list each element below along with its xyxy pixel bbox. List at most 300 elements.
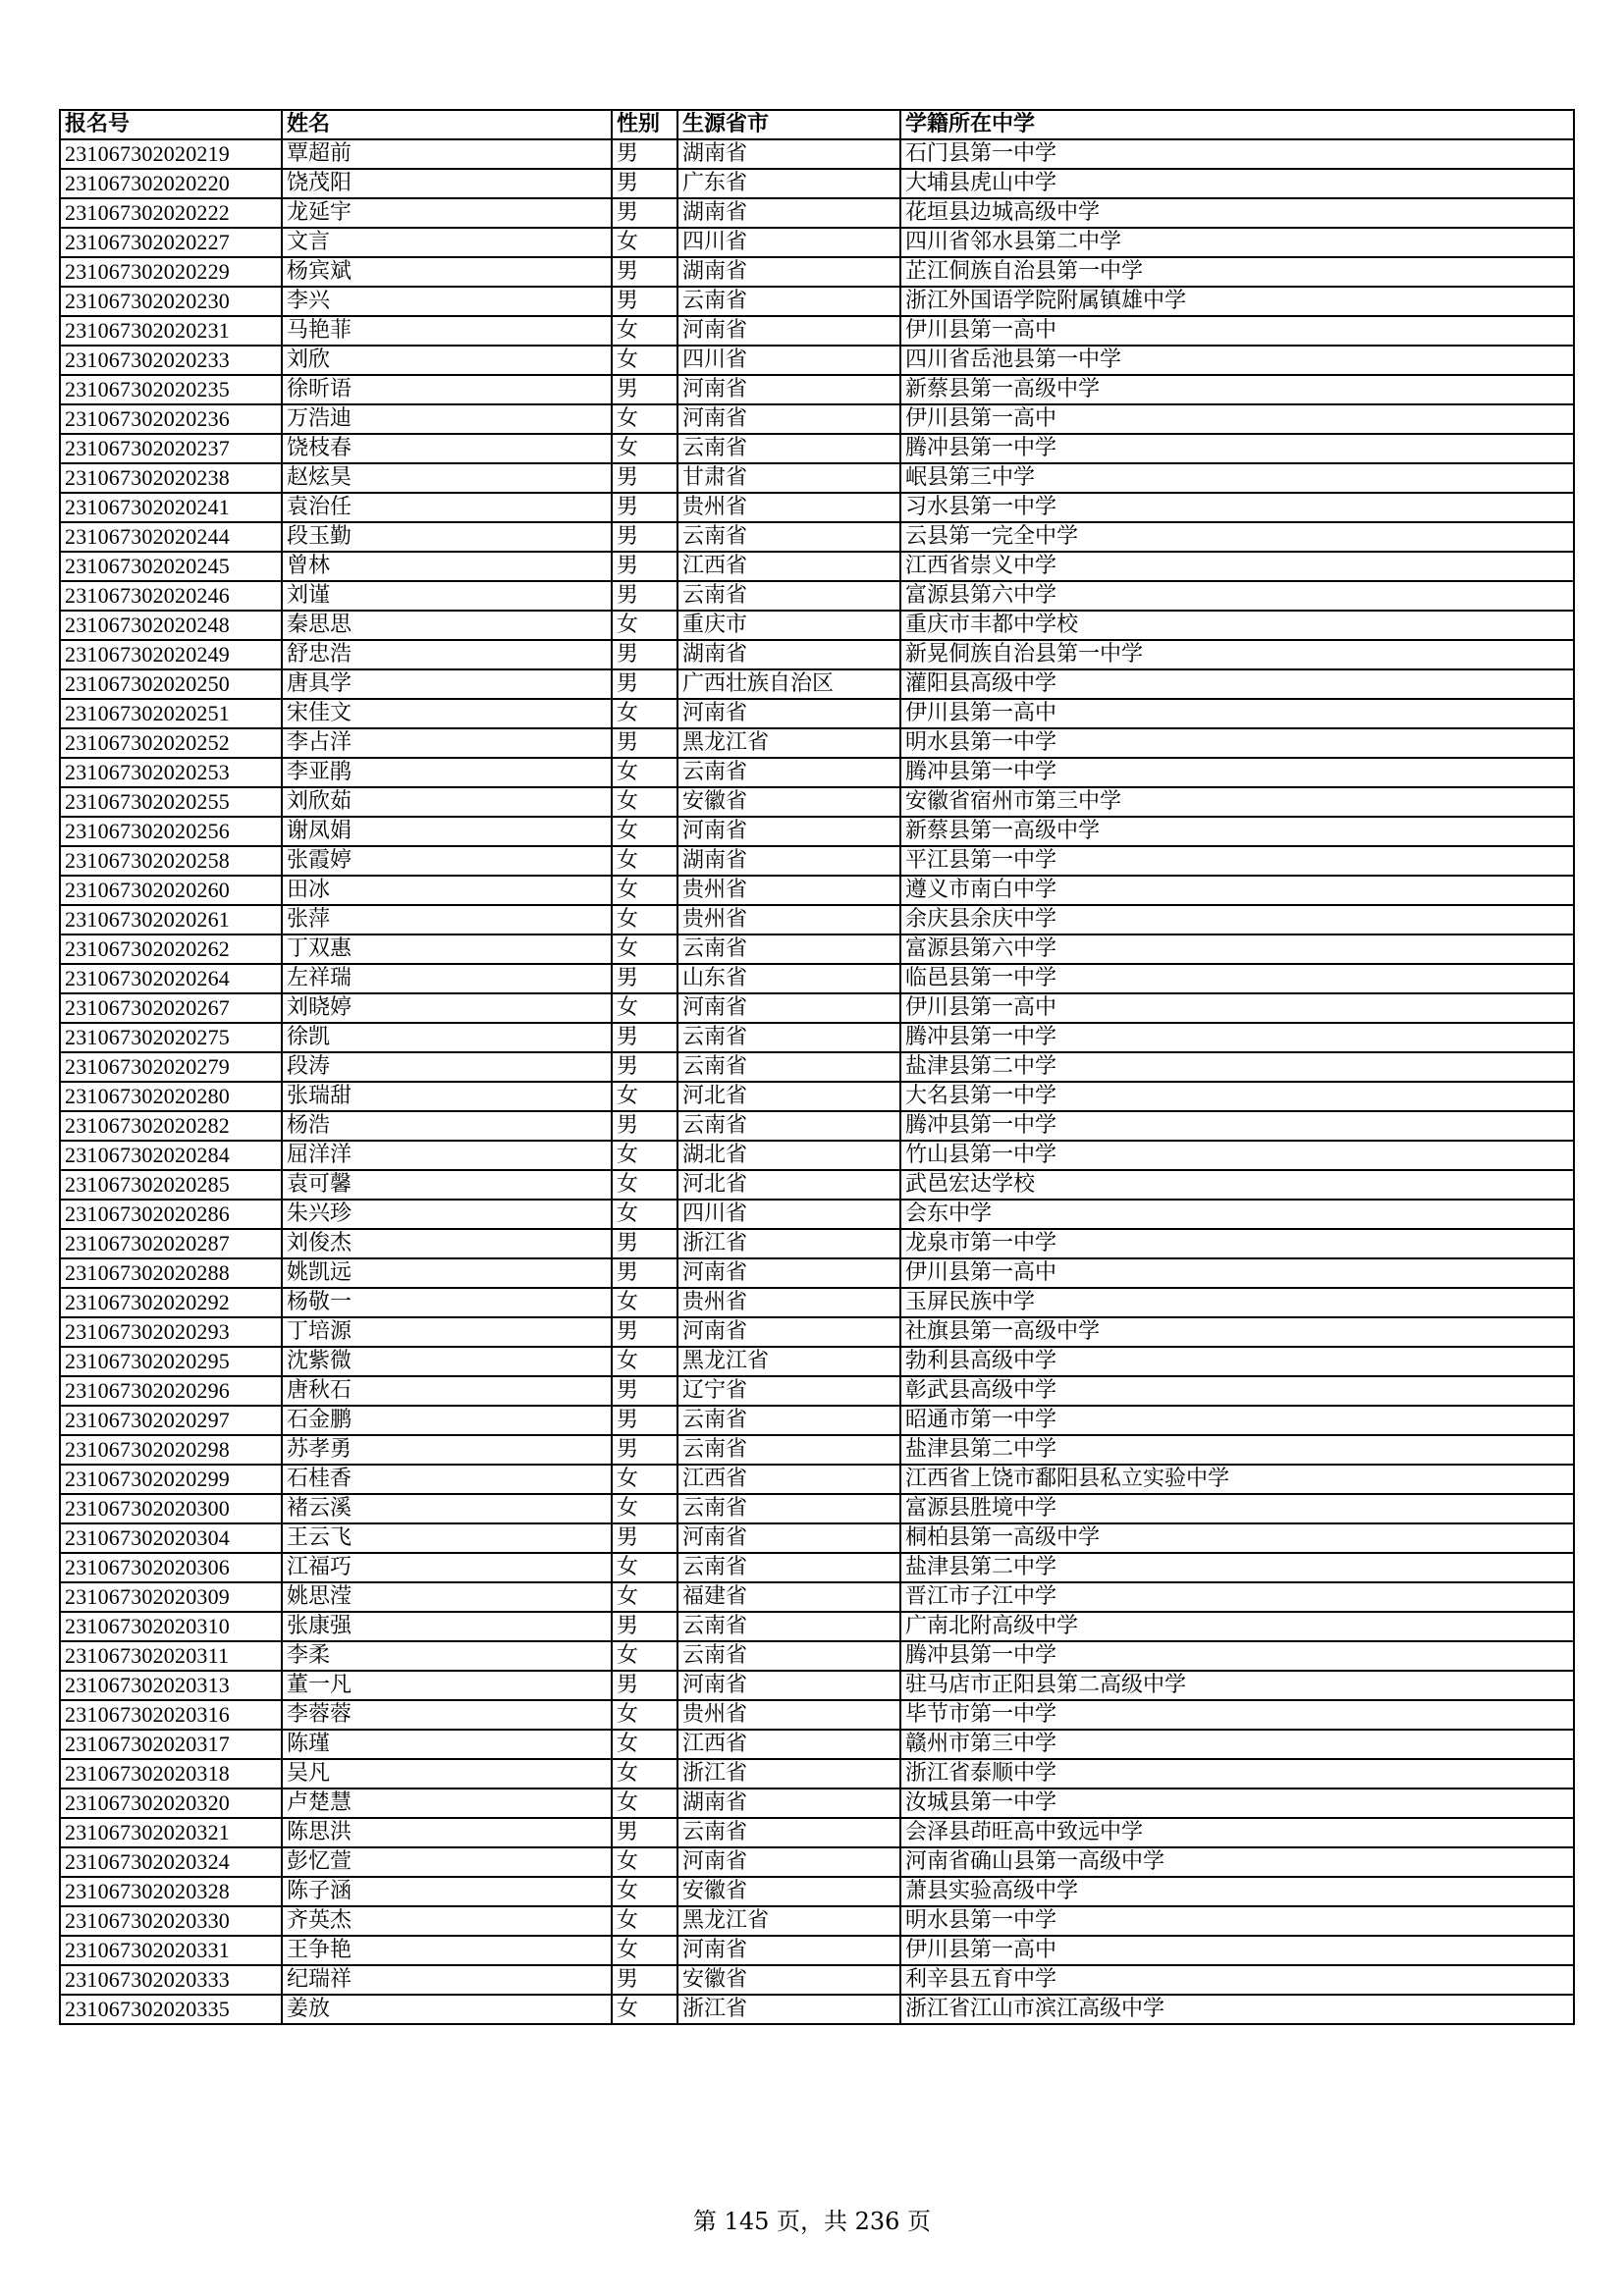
- province-cell: 安徽省: [677, 1965, 900, 1995]
- table-row: [60, 1995, 1574, 2024]
- name-cell: 石桂香: [282, 1465, 612, 1494]
- header-registration-number: 报名号: [60, 110, 282, 139]
- school-cell: 河南省确山县第一高级中学: [900, 1847, 1574, 1877]
- name-cell: 饶茂阳: [282, 169, 612, 198]
- name-cell: 陈思洪: [282, 1818, 612, 1847]
- table-row: [60, 552, 1574, 581]
- gender-cell: 女: [612, 1170, 677, 1200]
- province-cell: 贵州省: [677, 493, 900, 522]
- name-cell: 董一凡: [282, 1671, 612, 1700]
- registration-number-cell: 231067302020246: [60, 581, 282, 611]
- school-cell: 竹山县第一中学: [900, 1141, 1574, 1170]
- gender-cell: 男: [612, 1523, 677, 1553]
- name-cell: 李柔: [282, 1641, 612, 1671]
- province-cell: 江西省: [677, 1465, 900, 1494]
- province-cell: 河南省: [677, 1847, 900, 1877]
- name-cell: 龙延宇: [282, 198, 612, 228]
- name-cell: 徐凯: [282, 1023, 612, 1052]
- gender-cell: 女: [612, 1141, 677, 1170]
- gender-cell: 男: [612, 1671, 677, 1700]
- school-cell: 盐津县第二中学: [900, 1435, 1574, 1465]
- registration-number-cell: 231067302020287: [60, 1229, 282, 1258]
- registration-number-cell: 231067302020306: [60, 1553, 282, 1582]
- registration-number-cell: 231067302020330: [60, 1906, 282, 1936]
- gender-cell: 女: [612, 1847, 677, 1877]
- registration-number-cell: 231067302020318: [60, 1759, 282, 1789]
- table-row: [60, 1612, 1574, 1641]
- gender-cell: 女: [612, 1789, 677, 1818]
- gender-cell: 男: [612, 1229, 677, 1258]
- table-row: [60, 434, 1574, 463]
- province-cell: 浙江省: [677, 1229, 900, 1258]
- registration-number-cell: 231067302020256: [60, 817, 282, 846]
- gender-cell: 女: [612, 1347, 677, 1376]
- registration-number-cell: 231067302020250: [60, 669, 282, 699]
- table-row: [60, 1936, 1574, 1965]
- school-cell: 伊川县第一高中: [900, 699, 1574, 728]
- gender-cell: 男: [612, 522, 677, 552]
- province-cell: 贵州省: [677, 1700, 900, 1730]
- province-cell: 安徽省: [677, 787, 900, 817]
- gender-cell: 男: [612, 728, 677, 758]
- registration-number-cell: 231067302020251: [60, 699, 282, 728]
- gender-cell: 女: [612, 1700, 677, 1730]
- province-cell: 重庆市: [677, 611, 900, 640]
- table-row: [60, 1789, 1574, 1818]
- registration-number-cell: 231067302020248: [60, 611, 282, 640]
- school-cell: 赣州市第三中学: [900, 1730, 1574, 1759]
- province-cell: 贵州省: [677, 905, 900, 934]
- registration-number-cell: 231067302020295: [60, 1347, 282, 1376]
- school-cell: 龙泉市第一中学: [900, 1229, 1574, 1258]
- registration-number-cell: 231067302020282: [60, 1111, 282, 1141]
- province-cell: 河南省: [677, 375, 900, 404]
- table-row: [60, 1730, 1574, 1759]
- table-row: [60, 493, 1574, 522]
- gender-cell: 女: [612, 1936, 677, 1965]
- gender-cell: 男: [612, 287, 677, 316]
- registration-number-cell: 231067302020304: [60, 1523, 282, 1553]
- school-cell: 玉屏民族中学: [900, 1288, 1574, 1317]
- province-cell: 云南省: [677, 1111, 900, 1141]
- school-cell: 平江县第一中学: [900, 846, 1574, 876]
- school-cell: 江西省崇义中学: [900, 552, 1574, 581]
- province-cell: 四川省: [677, 228, 900, 257]
- school-cell: 盐津县第二中学: [900, 1553, 1574, 1582]
- registration-number-cell: 231067302020238: [60, 463, 282, 493]
- table-row: [60, 728, 1574, 758]
- school-cell: 驻马店市正阳县第二高级中学: [900, 1671, 1574, 1700]
- name-cell: 吴凡: [282, 1759, 612, 1789]
- school-cell: 富源县第六中学: [900, 934, 1574, 964]
- header-gender: 性别: [612, 110, 677, 139]
- gender-cell: 女: [612, 1730, 677, 1759]
- gender-cell: 男: [612, 1435, 677, 1465]
- school-cell: 芷江侗族自治县第一中学: [900, 257, 1574, 287]
- name-cell: 唐秋石: [282, 1376, 612, 1406]
- table-row: [60, 699, 1574, 728]
- province-cell: 江西省: [677, 552, 900, 581]
- name-cell: 苏孝勇: [282, 1435, 612, 1465]
- gender-cell: 女: [612, 316, 677, 346]
- name-cell: 秦思思: [282, 611, 612, 640]
- school-cell: 汝城县第一中学: [900, 1789, 1574, 1818]
- table-row: [60, 1641, 1574, 1671]
- name-cell: 张康强: [282, 1612, 612, 1641]
- school-cell: 明水县第一中学: [900, 728, 1574, 758]
- school-cell: 花垣县边城高级中学: [900, 198, 1574, 228]
- name-cell: 石金鹏: [282, 1406, 612, 1435]
- province-cell: 黑龙江省: [677, 1347, 900, 1376]
- school-cell: 社旗县第一高级中学: [900, 1317, 1574, 1347]
- registration-number-cell: 231067302020262: [60, 934, 282, 964]
- table-row: [60, 316, 1574, 346]
- table-row: [60, 993, 1574, 1023]
- school-cell: 灌阳县高级中学: [900, 669, 1574, 699]
- name-cell: 姜放: [282, 1995, 612, 2024]
- name-cell: 刘俊杰: [282, 1229, 612, 1258]
- gender-cell: 男: [612, 1965, 677, 1995]
- table-row: [60, 1965, 1574, 1995]
- school-cell: 明水县第一中学: [900, 1906, 1574, 1936]
- gender-cell: 男: [612, 198, 677, 228]
- gender-cell: 女: [612, 434, 677, 463]
- name-cell: 张瑞甜: [282, 1082, 612, 1111]
- name-cell: 齐英杰: [282, 1906, 612, 1936]
- table-row: [60, 905, 1574, 934]
- table-row: [60, 1877, 1574, 1906]
- name-cell: 杨敬一: [282, 1288, 612, 1317]
- gender-cell: 男: [612, 139, 677, 169]
- province-cell: 河南省: [677, 993, 900, 1023]
- province-cell: 广西壮族自治区: [677, 669, 900, 699]
- province-cell: 福建省: [677, 1582, 900, 1612]
- name-cell: 杨宾斌: [282, 257, 612, 287]
- registration-number-cell: 231067302020229: [60, 257, 282, 287]
- school-cell: 江西省上饶市鄱阳县私立实验中学: [900, 1465, 1574, 1494]
- table-row: [60, 611, 1574, 640]
- table-row: [60, 1023, 1574, 1052]
- registration-number-cell: 231067302020267: [60, 993, 282, 1023]
- table-row: [60, 1170, 1574, 1200]
- name-cell: 卢楚慧: [282, 1789, 612, 1818]
- name-cell: 段玉勤: [282, 522, 612, 552]
- registration-number-cell: 231067302020310: [60, 1612, 282, 1641]
- registration-number-cell: 231067302020253: [60, 758, 282, 787]
- name-cell: 朱兴珍: [282, 1200, 612, 1229]
- registration-number-cell: 231067302020219: [60, 139, 282, 169]
- registration-number-cell: 231067302020293: [60, 1317, 282, 1347]
- province-cell: 黑龙江省: [677, 728, 900, 758]
- school-cell: 岷县第三中学: [900, 463, 1574, 493]
- name-cell: 李兴: [282, 287, 612, 316]
- gender-cell: 女: [612, 1494, 677, 1523]
- school-cell: 毕节市第一中学: [900, 1700, 1574, 1730]
- school-cell: 勃利县高级中学: [900, 1347, 1574, 1376]
- gender-cell: 女: [612, 1582, 677, 1612]
- table-row: [60, 1700, 1574, 1730]
- table-row: [60, 640, 1574, 669]
- registration-number-cell: 231067302020245: [60, 552, 282, 581]
- name-cell: 张霞婷: [282, 846, 612, 876]
- province-cell: 云南省: [677, 758, 900, 787]
- table-row: [60, 1229, 1574, 1258]
- table-row: [60, 1553, 1574, 1582]
- province-cell: 河南省: [677, 699, 900, 728]
- registration-number-cell: 231067302020333: [60, 1965, 282, 1995]
- table-body: [60, 139, 1574, 2024]
- gender-cell: 女: [612, 758, 677, 787]
- gender-cell: 女: [612, 1288, 677, 1317]
- registration-number-cell: 231067302020261: [60, 905, 282, 934]
- gender-cell: 女: [612, 1082, 677, 1111]
- school-cell: 昭通市第一中学: [900, 1406, 1574, 1435]
- gender-cell: 男: [612, 375, 677, 404]
- name-cell: 田冰: [282, 876, 612, 905]
- table-row: [60, 1465, 1574, 1494]
- province-cell: 湖南省: [677, 139, 900, 169]
- registration-number-cell: 231067302020230: [60, 287, 282, 316]
- school-cell: 遵义市南白中学: [900, 876, 1574, 905]
- registration-number-cell: 231067302020328: [60, 1877, 282, 1906]
- province-cell: 云南省: [677, 1641, 900, 1671]
- school-cell: 石门县第一中学: [900, 139, 1574, 169]
- gender-cell: 女: [612, 1995, 677, 2024]
- name-cell: 左祥瑞: [282, 964, 612, 993]
- gender-cell: 女: [612, 346, 677, 375]
- name-cell: 彭忆萱: [282, 1847, 612, 1877]
- gender-cell: 男: [612, 493, 677, 522]
- school-cell: 新蔡县第一高级中学: [900, 817, 1574, 846]
- school-cell: 伊川县第一高中: [900, 993, 1574, 1023]
- school-cell: 云县第一完全中学: [900, 522, 1574, 552]
- gender-cell: 男: [612, 1818, 677, 1847]
- table-row: [60, 522, 1574, 552]
- school-cell: 桐柏县第一高级中学: [900, 1523, 1574, 1553]
- table-row: [60, 1258, 1574, 1288]
- name-cell: 刘晓婷: [282, 993, 612, 1023]
- school-cell: 安徽省宿州市第三中学: [900, 787, 1574, 817]
- table-row: [60, 934, 1574, 964]
- school-cell: 伊川县第一高中: [900, 1258, 1574, 1288]
- table-row: [60, 1523, 1574, 1553]
- name-cell: 马艳菲: [282, 316, 612, 346]
- table-header-row: [60, 110, 1574, 139]
- province-cell: 浙江省: [677, 1995, 900, 2024]
- school-cell: 浙江省江山市滨江高级中学: [900, 1995, 1574, 2024]
- table-row: [60, 1052, 1574, 1082]
- name-cell: 袁治任: [282, 493, 612, 522]
- registration-number-cell: 231067302020297: [60, 1406, 282, 1435]
- province-cell: 贵州省: [677, 876, 900, 905]
- name-cell: 刘谨: [282, 581, 612, 611]
- registration-number-cell: 231067302020316: [60, 1700, 282, 1730]
- gender-cell: 女: [612, 699, 677, 728]
- gender-cell: 男: [612, 257, 677, 287]
- header-name: 姓名: [282, 110, 612, 139]
- registration-number-cell: 231067302020258: [60, 846, 282, 876]
- table-row: [60, 787, 1574, 817]
- province-cell: 河北省: [677, 1170, 900, 1200]
- registration-number-cell: 231067302020300: [60, 1494, 282, 1523]
- name-cell: 唐具学: [282, 669, 612, 699]
- gender-cell: 女: [612, 934, 677, 964]
- name-cell: 姚思滢: [282, 1582, 612, 1612]
- gender-cell: 男: [612, 964, 677, 993]
- school-cell: 四川省邻水县第二中学: [900, 228, 1574, 257]
- table-row: [60, 1200, 1574, 1229]
- table-row: [60, 1141, 1574, 1170]
- name-cell: 文言: [282, 228, 612, 257]
- name-cell: 张萍: [282, 905, 612, 934]
- table-row: [60, 1494, 1574, 1523]
- registration-number-cell: 231067302020317: [60, 1730, 282, 1759]
- registration-number-cell: 231067302020275: [60, 1023, 282, 1052]
- province-cell: 黑龙江省: [677, 1906, 900, 1936]
- name-cell: 徐昕语: [282, 375, 612, 404]
- registration-number-cell: 231067302020313: [60, 1671, 282, 1700]
- name-cell: 舒忠浩: [282, 640, 612, 669]
- name-cell: 丁双惠: [282, 934, 612, 964]
- registration-number-cell: 231067302020320: [60, 1789, 282, 1818]
- registration-number-cell: 231067302020285: [60, 1170, 282, 1200]
- gender-cell: 女: [612, 846, 677, 876]
- name-cell: 王争艳: [282, 1936, 612, 1965]
- gender-cell: 女: [612, 228, 677, 257]
- school-cell: 彰武县高级中学: [900, 1376, 1574, 1406]
- gender-cell: 男: [612, 1258, 677, 1288]
- registration-number-cell: 231067302020298: [60, 1435, 282, 1465]
- gender-cell: 女: [612, 817, 677, 846]
- header-origin-province: 生源省市: [677, 110, 900, 139]
- table-row: [60, 139, 1574, 169]
- name-cell: 陈瑾: [282, 1730, 612, 1759]
- province-cell: 山东省: [677, 964, 900, 993]
- province-cell: 四川省: [677, 1200, 900, 1229]
- province-cell: 湖南省: [677, 257, 900, 287]
- school-cell: 四川省岳池县第一中学: [900, 346, 1574, 375]
- name-cell: 李蓉蓉: [282, 1700, 612, 1730]
- province-cell: 河南省: [677, 1523, 900, 1553]
- province-cell: 湖南省: [677, 846, 900, 876]
- province-cell: 河南省: [677, 316, 900, 346]
- school-cell: 富源县第六中学: [900, 581, 1574, 611]
- table-row: [60, 669, 1574, 699]
- gender-cell: 女: [612, 876, 677, 905]
- registration-number-cell: 231067302020296: [60, 1376, 282, 1406]
- school-cell: 萧县实验高级中学: [900, 1877, 1574, 1906]
- header-school: 学籍所在中学: [900, 110, 1574, 139]
- gender-cell: 男: [612, 463, 677, 493]
- table-row: [60, 581, 1574, 611]
- school-cell: 腾冲县第一中学: [900, 758, 1574, 787]
- name-cell: 饶枝春: [282, 434, 612, 463]
- registration-number-cell: 231067302020241: [60, 493, 282, 522]
- registration-number-cell: 231067302020335: [60, 1995, 282, 2024]
- school-cell: 伊川县第一高中: [900, 316, 1574, 346]
- table-row: [60, 1082, 1574, 1111]
- school-cell: 腾冲县第一中学: [900, 1111, 1574, 1141]
- table-row: [60, 1759, 1574, 1789]
- name-cell: 刘欣: [282, 346, 612, 375]
- name-cell: 刘欣茹: [282, 787, 612, 817]
- school-cell: 余庆县余庆中学: [900, 905, 1574, 934]
- registration-number-cell: 231067302020237: [60, 434, 282, 463]
- province-cell: 河南省: [677, 1671, 900, 1700]
- gender-cell: 男: [612, 169, 677, 198]
- province-cell: 江西省: [677, 1730, 900, 1759]
- province-cell: 安徽省: [677, 1877, 900, 1906]
- registration-number-cell: 231067302020331: [60, 1936, 282, 1965]
- name-cell: 宋佳文: [282, 699, 612, 728]
- school-cell: 腾冲县第一中学: [900, 1023, 1574, 1052]
- gender-cell: 女: [612, 787, 677, 817]
- province-cell: 云南省: [677, 1406, 900, 1435]
- registration-number-cell: 231067302020260: [60, 876, 282, 905]
- school-cell: 腾冲县第一中学: [900, 1641, 1574, 1671]
- school-cell: 重庆市丰都中学校: [900, 611, 1574, 640]
- registration-number-cell: 231067302020235: [60, 375, 282, 404]
- gender-cell: 女: [612, 611, 677, 640]
- page-footer: 第 145 页，共 236 页: [692, 2208, 932, 2235]
- table-row: [60, 375, 1574, 404]
- school-cell: 大埔县虎山中学: [900, 169, 1574, 198]
- registration-number-cell: 231067302020236: [60, 404, 282, 434]
- name-cell: 褚云溪: [282, 1494, 612, 1523]
- gender-cell: 男: [612, 1052, 677, 1082]
- province-cell: 云南省: [677, 934, 900, 964]
- province-cell: 云南省: [677, 1052, 900, 1082]
- table-row: [60, 1376, 1574, 1406]
- registration-number-cell: 231067302020233: [60, 346, 282, 375]
- name-cell: 谢凤娟: [282, 817, 612, 846]
- registration-number-cell: 231067302020321: [60, 1818, 282, 1847]
- province-cell: 湖北省: [677, 1141, 900, 1170]
- registration-number-cell: 231067302020227: [60, 228, 282, 257]
- name-cell: 沈紫微: [282, 1347, 612, 1376]
- registration-number-cell: 231067302020220: [60, 169, 282, 198]
- province-cell: 云南省: [677, 522, 900, 552]
- gender-cell: 女: [612, 1759, 677, 1789]
- registration-number-cell: 231067302020279: [60, 1052, 282, 1082]
- school-cell: 广南北附高级中学: [900, 1612, 1574, 1641]
- name-cell: 袁可馨: [282, 1170, 612, 1200]
- province-cell: 云南省: [677, 287, 900, 316]
- name-cell: 丁培源: [282, 1317, 612, 1347]
- name-cell: 赵炫昊: [282, 463, 612, 493]
- table-row: [60, 1847, 1574, 1877]
- registration-number-cell: 231067302020252: [60, 728, 282, 758]
- name-cell: 屈洋洋: [282, 1141, 612, 1170]
- name-cell: 江福巧: [282, 1553, 612, 1582]
- school-cell: 富源县胜境中学: [900, 1494, 1574, 1523]
- province-cell: 云南省: [677, 1553, 900, 1582]
- school-cell: 伊川县第一高中: [900, 404, 1574, 434]
- province-cell: 云南省: [677, 1435, 900, 1465]
- gender-cell: 女: [612, 1200, 677, 1229]
- table-row: [60, 198, 1574, 228]
- school-cell: 会泽县茚旺高中致远中学: [900, 1818, 1574, 1847]
- registration-number-cell: 231067302020284: [60, 1141, 282, 1170]
- gender-cell: 女: [612, 1641, 677, 1671]
- gender-cell: 男: [612, 1023, 677, 1052]
- registration-number-cell: 231067302020231: [60, 316, 282, 346]
- name-cell: 姚凯远: [282, 1258, 612, 1288]
- gender-cell: 女: [612, 404, 677, 434]
- gender-cell: 女: [612, 1465, 677, 1494]
- table-row: [60, 404, 1574, 434]
- school-cell: 新晃侗族自治县第一中学: [900, 640, 1574, 669]
